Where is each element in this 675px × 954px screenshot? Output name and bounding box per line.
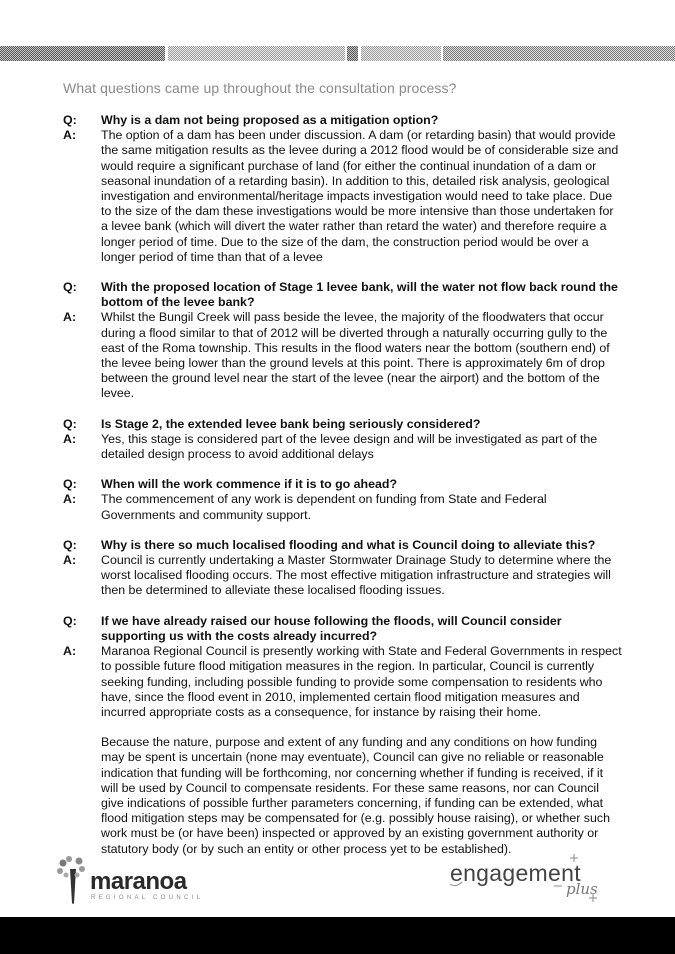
maranoa-logo xyxy=(55,855,205,905)
tree-icon xyxy=(55,855,89,905)
section-title: What questions came up throughout the consultation process? xyxy=(63,80,457,96)
qa-item xyxy=(63,477,623,523)
question-label: Q: xyxy=(63,280,77,295)
answer-text xyxy=(101,492,623,522)
qa-item xyxy=(63,538,623,599)
sparkle-icon xyxy=(448,850,618,910)
answer-paragraph: Whilst the Bungil Creek will pass beside the levee, the majority of the floodwaters that occur during a flood similar to that of 2012 will be diverted through a naturally occurring gully to the east of the Roma township. This results in the flood waters near the bottom (southern end) of the levee being lower than the ground levels at this point. There is approximately 6m of drop between the ground level near the start of the levee (near the airport) and the bottom of the levee. xyxy=(101,310,610,401)
question-label: Q: xyxy=(63,113,77,127)
engagement-script: plus xyxy=(566,880,598,898)
question-text: If we have already raised our house following the floods, will Council consider supporting us with the costs already incurred? xyxy=(101,613,562,643)
question-text: When will the work commence if it is to go ahead? xyxy=(101,477,398,492)
answer-label: A: xyxy=(63,492,77,507)
engagement-logo xyxy=(448,850,618,910)
qa-item xyxy=(63,417,623,463)
header-bar-segment xyxy=(347,46,358,61)
question-label: Q: xyxy=(63,537,77,552)
answer-paragraph: Because the nature, purpose and extent of any funding and any conditions on how funding may be spent is uncertain (none may eventuate), Council can give no reliable or reasonable indication that funding will be forthcoming, nor concerning whether if funding is received, if it will be used by Council to compensate residents. For these same reasons, nor can Council give indications of possible further parameters concerning, if funding can be extended, what flood mitigation steps may be compensated for (e.g. possibly house raising), or whether such work must be (or have been) inspected or approved by an existing government authority or statutory body (or by such an entity or other process yet to be established). xyxy=(101,735,610,856)
question-text: Why is there so much localised flooding and what is Council doing to alleviate this? xyxy=(101,537,596,552)
answer-paragraph: Yes, this stage is considered part of the levee design and will be investigated as part of the detailed design process to avoid additional delays xyxy=(101,431,598,462)
footer-bar xyxy=(0,917,675,954)
header-bar-segment xyxy=(443,46,675,61)
question-text: With the proposed location of Stage 1 levee bank, will the water not flow back round the bottom of the levee bank? xyxy=(101,280,618,310)
answer-text xyxy=(101,553,623,599)
maranoa-subtitle: REGIONAL COUNCIL xyxy=(91,895,204,901)
answer-label: A: xyxy=(63,553,77,568)
qa-item xyxy=(63,113,623,265)
header-bar-segment xyxy=(168,46,345,61)
answer-label: A: xyxy=(63,310,77,325)
answer-paragraph: Council is currently undertaking a Master Stormwater Drainage Study to determine where the worst localised flooding occurs. The most effective mitigation infrastructure and strategies will then be determined to alleviate these localised flooding issues. xyxy=(101,553,612,598)
question-label: Q: xyxy=(63,416,77,431)
answer-text xyxy=(101,310,623,401)
qa-list xyxy=(63,113,623,872)
question-label: Q: xyxy=(63,477,77,492)
header-bar-segment xyxy=(0,46,165,61)
answer-label: A: xyxy=(63,431,77,446)
qa-item xyxy=(63,614,623,857)
header-bar-segment xyxy=(361,46,441,61)
answer-label: A: xyxy=(63,128,77,143)
question-text: Is Stage 2, the extended levee bank being seriously considered? xyxy=(101,416,481,431)
question-label: Q: xyxy=(63,613,77,628)
answer-text xyxy=(101,432,623,462)
answer-paragraph: Maranoa Regional Council is presently working with State and Federal Governments in respect to possible future flood mitigation measures in the region. In particular, Council is currently seeking funding, including possible funding to provide some compensation to residents who have, since the flood event in 2010, implemented certain flood mitigation measures and incurred appropriate costs as a consequence, for instance by raising their home. xyxy=(101,644,622,719)
maranoa-wordmark: maranoa xyxy=(90,868,187,895)
answer-paragraph: The commencement of any work is dependent on funding from State and Federal Governments and community support. xyxy=(101,492,547,522)
qa-item xyxy=(63,280,623,402)
answer-text xyxy=(101,128,623,265)
question-text: Why is a dam not being proposed as a mitigation option? xyxy=(101,113,439,127)
header-pattern-bar xyxy=(0,46,675,61)
answer-label: A: xyxy=(63,644,77,659)
engagement-wordmark: engagement xyxy=(450,860,581,886)
answer-text xyxy=(101,644,623,857)
answer-paragraph: The option of a dam has been under discussion. A dam (or retarding basin) that would provide the same mitigation results as the levee during a 2012 flood would be of considerable size and would require a significant purchase of land (for either the continual inundation of a dam or seasonal inundation of a retarding basin). In addition to this, detailed risk analysis, geological investigation and environmental/heritage impacts investigation would need to take place. Due to the size of the dam these investigations would be more intensive than those undertaken for a levee bank (which will divert the water rather than retard the water) and therefore require a longer period of time. Due to the size of the dam, the construction period would be over a longer period of time than that of a levee xyxy=(101,128,619,264)
